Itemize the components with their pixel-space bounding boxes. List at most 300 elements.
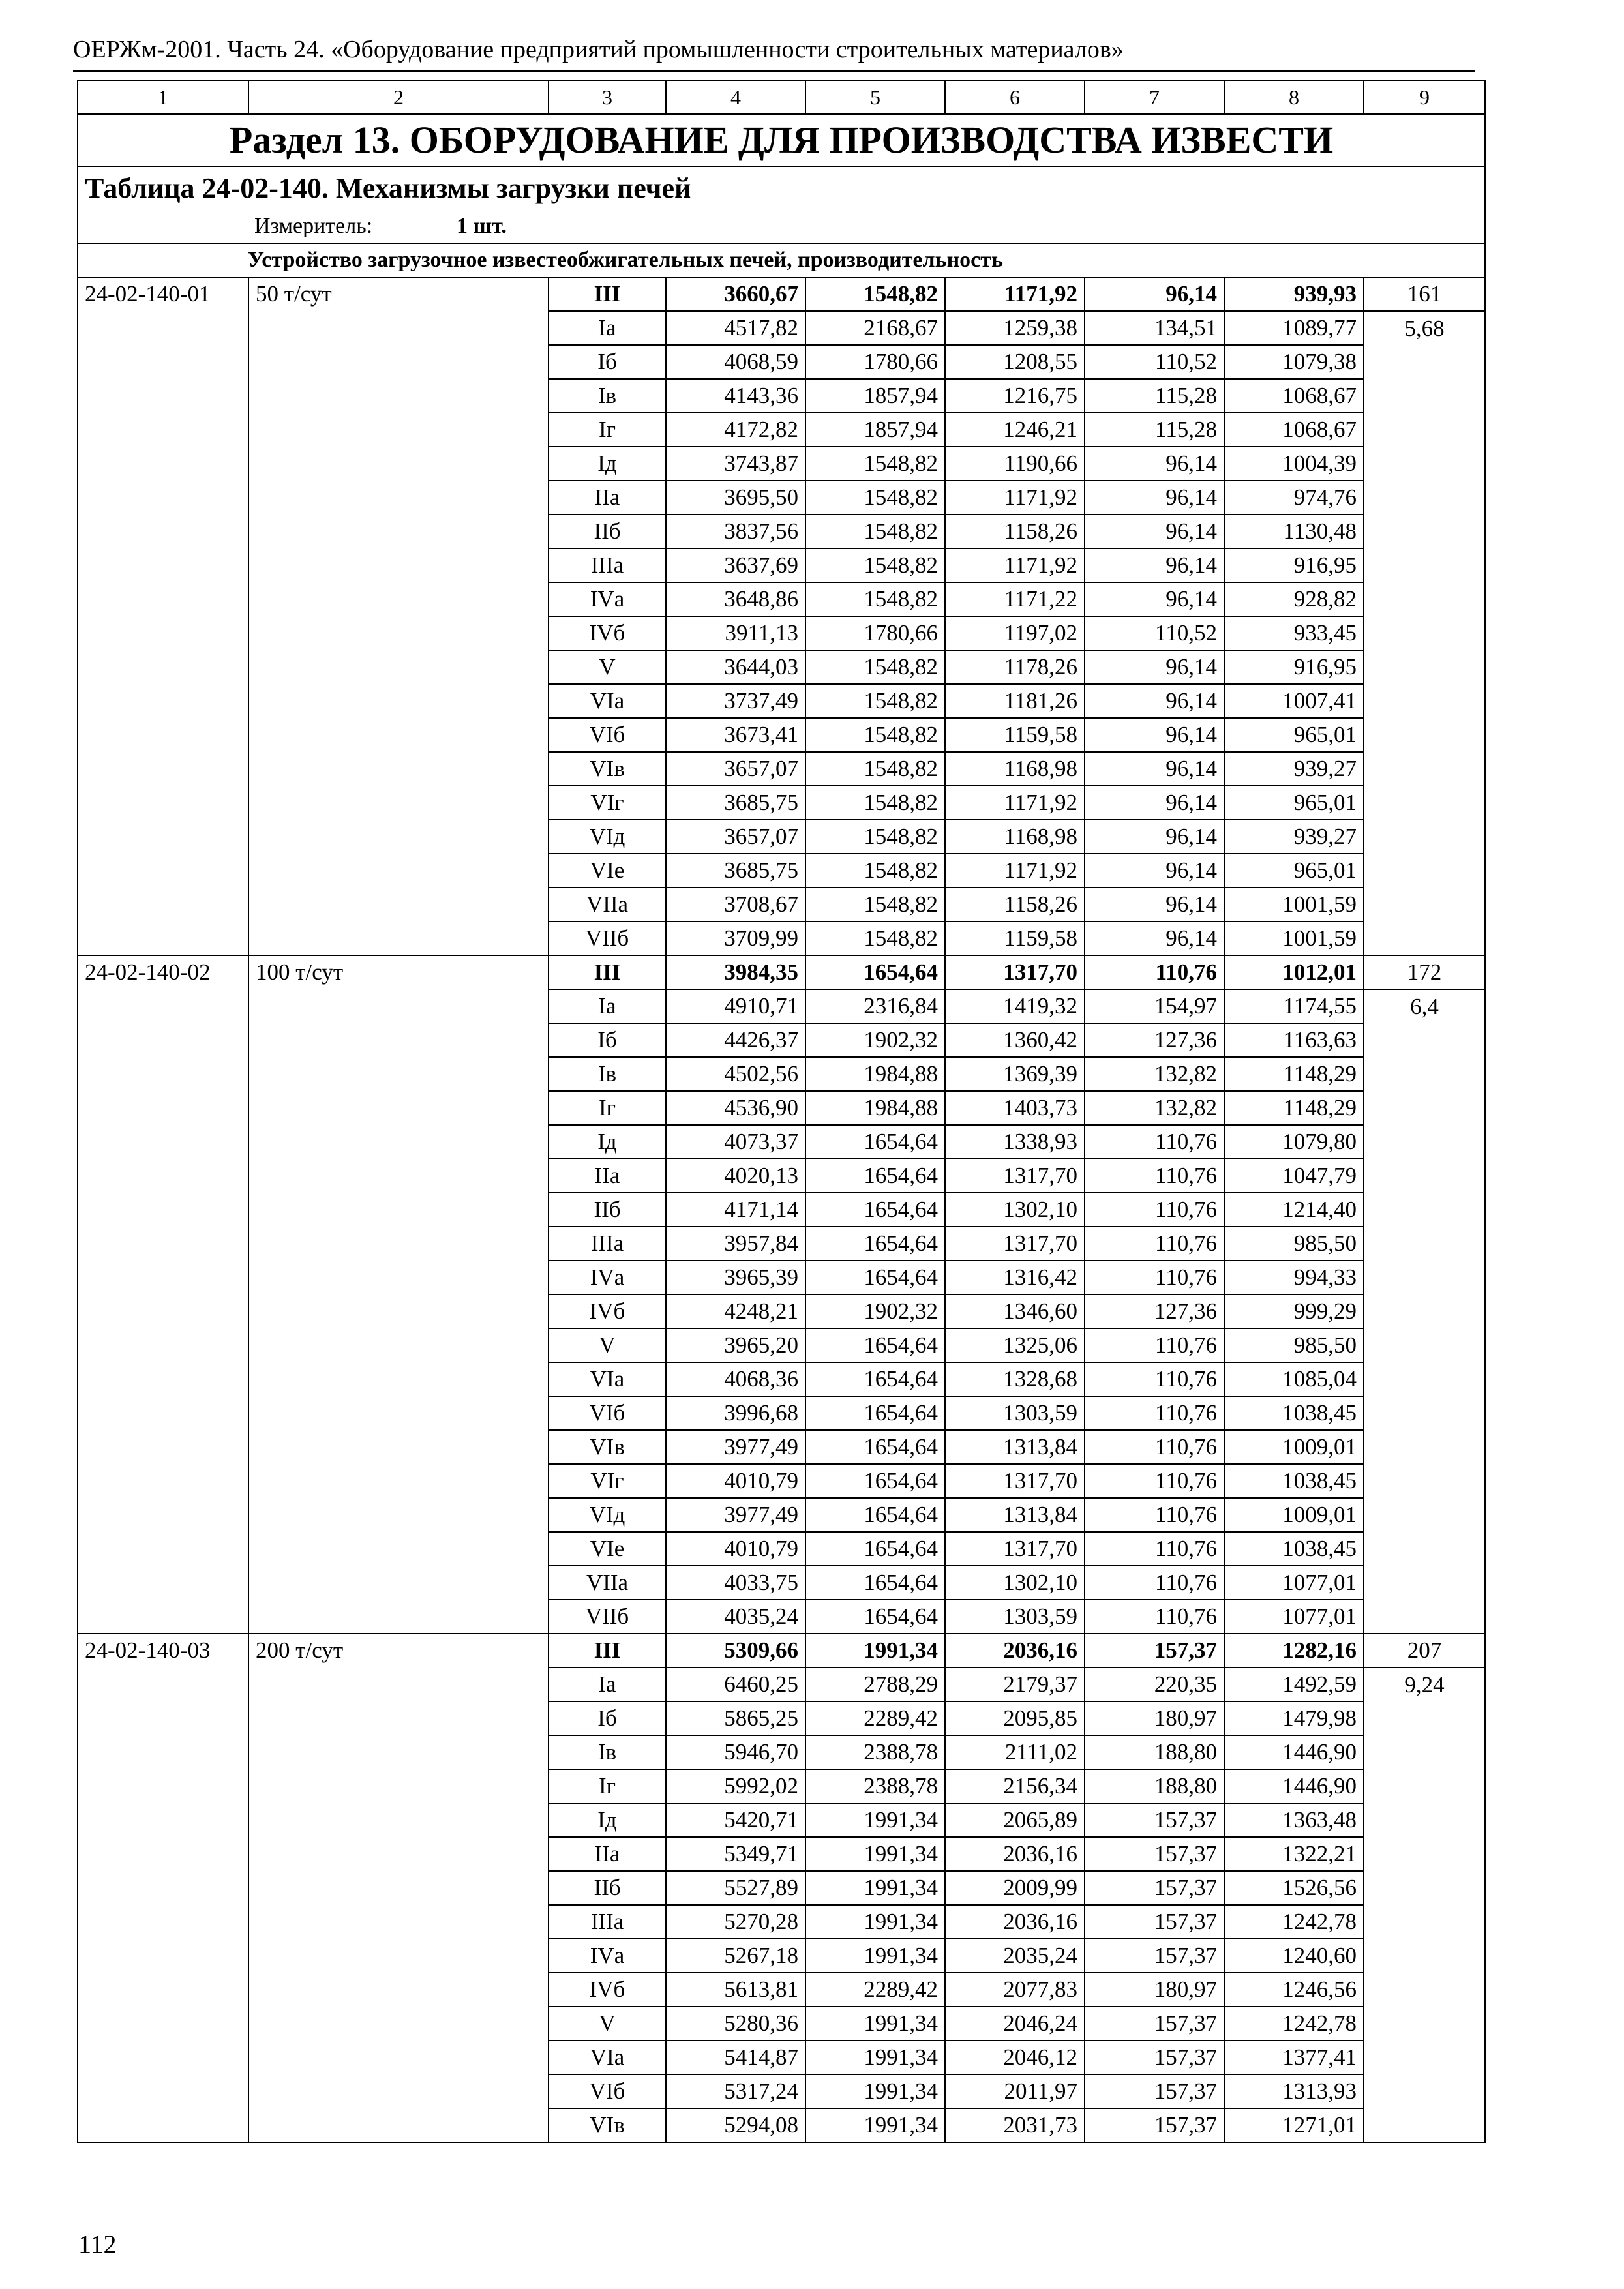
table-row bbox=[78, 1532, 1485, 1566]
machine-hours-cell: 9,24 bbox=[1364, 1668, 1485, 1701]
code-cell bbox=[78, 1600, 248, 1634]
total-cost-cell: 4073,37 bbox=[666, 1125, 805, 1159]
materials-cost-cell: 1079,38 bbox=[1224, 345, 1364, 379]
operator-wage-cell: 96,14 bbox=[1085, 752, 1224, 786]
total-cost-cell: 3660,67 bbox=[666, 277, 805, 311]
labor-cost-cell: 1984,88 bbox=[805, 1091, 945, 1125]
operator-wage-cell: 110,76 bbox=[1085, 1600, 1224, 1634]
total-cost-cell: 6460,25 bbox=[666, 1668, 805, 1701]
table-row bbox=[78, 1600, 1485, 1634]
machine-cost-cell: 1403,73 bbox=[945, 1091, 1085, 1125]
capacity-cell bbox=[248, 650, 549, 684]
table-row bbox=[78, 1668, 1485, 1701]
operator-wage-cell: 110,76 bbox=[1085, 1396, 1224, 1430]
code-cell bbox=[78, 548, 248, 582]
operator-wage-cell: 110,76 bbox=[1085, 1159, 1224, 1193]
code-cell bbox=[78, 447, 248, 481]
operator-wage-cell: 96,14 bbox=[1085, 650, 1224, 684]
operator-wage-cell: 154,97 bbox=[1085, 989, 1224, 1023]
table-row bbox=[78, 752, 1485, 786]
table-row bbox=[78, 1193, 1485, 1227]
capacity-cell bbox=[248, 1193, 549, 1227]
region-cell: IIIа bbox=[549, 1905, 666, 1939]
region-cell: VIд bbox=[549, 820, 666, 854]
code-cell bbox=[78, 616, 248, 650]
capacity-cell bbox=[248, 1396, 549, 1430]
region-cell: IVб bbox=[549, 1973, 666, 2007]
machine-hours-cell: 6,4 bbox=[1364, 989, 1485, 1023]
column-number: 8 bbox=[1224, 80, 1364, 114]
machine-cost-cell: 1316,42 bbox=[945, 1261, 1085, 1294]
operator-wage-cell: 132,82 bbox=[1085, 1057, 1224, 1091]
code-cell bbox=[78, 2074, 248, 2108]
materials-cost-cell: 1079,80 bbox=[1224, 1125, 1364, 1159]
machine-cost-cell: 1159,58 bbox=[945, 718, 1085, 752]
machine-hours-cell bbox=[1364, 447, 1485, 481]
machine-cost-cell: 1168,98 bbox=[945, 820, 1085, 854]
region-cell: VIв bbox=[549, 2108, 666, 2142]
rates-table bbox=[77, 80, 1486, 2143]
operator-wage-cell: 115,28 bbox=[1085, 379, 1224, 413]
operator-wage-cell: 180,97 bbox=[1085, 1701, 1224, 1735]
machine-hours-cell bbox=[1364, 2041, 1485, 2074]
table-row bbox=[78, 786, 1485, 820]
operator-wage-cell: 110,76 bbox=[1085, 1261, 1224, 1294]
table-body bbox=[78, 80, 1485, 2142]
operator-wage-cell: 110,76 bbox=[1085, 1464, 1224, 1498]
labor-cost-cell: 2289,42 bbox=[805, 1701, 945, 1735]
operator-wage-cell: 134,51 bbox=[1085, 311, 1224, 345]
machine-hours-cell: 5,68 bbox=[1364, 311, 1485, 345]
machine-hours-cell bbox=[1364, 413, 1485, 447]
materials-cost-cell: 1038,45 bbox=[1224, 1532, 1364, 1566]
description: Устройство загрузочное известеобжигательных печей, производительность bbox=[78, 243, 1485, 277]
operator-wage-cell: 157,37 bbox=[1085, 2108, 1224, 2142]
machine-hours-cell bbox=[1364, 1023, 1485, 1057]
machine-cost-cell: 2031,73 bbox=[945, 2108, 1085, 2142]
labor-cost-cell: 1654,64 bbox=[805, 1430, 945, 1464]
region-cell: III bbox=[549, 955, 666, 989]
table-row bbox=[78, 1905, 1485, 1939]
region-cell: Iв bbox=[549, 379, 666, 413]
total-cost-cell: 3695,50 bbox=[666, 481, 805, 515]
total-cost-cell: 4171,14 bbox=[666, 1193, 805, 1227]
total-cost-cell: 5317,24 bbox=[666, 2074, 805, 2108]
code-cell bbox=[78, 1396, 248, 1430]
machine-hours-cell bbox=[1364, 379, 1485, 413]
machine-cost-cell: 1369,39 bbox=[945, 1057, 1085, 1091]
table-row bbox=[78, 1973, 1485, 2007]
table-row bbox=[78, 1023, 1485, 1057]
table-row bbox=[78, 447, 1485, 481]
machine-cost-cell: 2111,02 bbox=[945, 1735, 1085, 1769]
machine-hours-cell bbox=[1364, 1566, 1485, 1600]
machine-cost-cell: 1360,42 bbox=[945, 1023, 1085, 1057]
code-cell bbox=[78, 1125, 248, 1159]
total-cost-cell: 5270,28 bbox=[666, 1905, 805, 1939]
materials-cost-cell: 1009,01 bbox=[1224, 1498, 1364, 1532]
labor-cost-cell: 1991,34 bbox=[805, 2074, 945, 2108]
capacity-cell bbox=[248, 1905, 549, 1939]
region-cell: V bbox=[549, 2007, 666, 2041]
labor-cost-cell: 1548,82 bbox=[805, 718, 945, 752]
column-number: 4 bbox=[666, 80, 805, 114]
capacity-cell: 100 т/сут bbox=[248, 955, 549, 989]
machine-hours-cell bbox=[1364, 1328, 1485, 1362]
region-cell: IVа bbox=[549, 582, 666, 616]
materials-cost-cell: 1174,55 bbox=[1224, 989, 1364, 1023]
capacity-cell bbox=[248, 1973, 549, 2007]
code-cell bbox=[78, 1430, 248, 1464]
machine-hours-cell bbox=[1364, 1159, 1485, 1193]
machine-hours-cell bbox=[1364, 1973, 1485, 2007]
region-cell: IIб bbox=[549, 1871, 666, 1905]
machine-hours-cell bbox=[1364, 481, 1485, 515]
capacity-cell bbox=[248, 515, 549, 548]
machine-hours-cell bbox=[1364, 1871, 1485, 1905]
region-cell: Iд bbox=[549, 1125, 666, 1159]
code-cell bbox=[78, 311, 248, 345]
labor-cost-cell: 1654,64 bbox=[805, 1566, 945, 1600]
code-cell bbox=[78, 1193, 248, 1227]
code-cell bbox=[78, 718, 248, 752]
capacity-cell bbox=[248, 447, 549, 481]
capacity-cell bbox=[248, 1701, 549, 1735]
table-row bbox=[78, 1871, 1485, 1905]
code-cell bbox=[78, 379, 248, 413]
materials-cost-cell: 1240,60 bbox=[1224, 1939, 1364, 1973]
code-cell bbox=[78, 1566, 248, 1600]
materials-cost-cell: 1077,01 bbox=[1224, 1566, 1364, 1600]
labor-cost-cell: 1548,82 bbox=[805, 481, 945, 515]
capacity-cell bbox=[248, 718, 549, 752]
operator-wage-cell: 157,37 bbox=[1085, 1871, 1224, 1905]
table-row bbox=[78, 481, 1485, 515]
operator-wage-cell: 127,36 bbox=[1085, 1023, 1224, 1057]
capacity-cell bbox=[248, 1125, 549, 1159]
meter-value: 1 шт. bbox=[457, 213, 507, 238]
code-cell: 24-02-140-03 bbox=[78, 1634, 248, 1668]
total-cost-cell: 5865,25 bbox=[666, 1701, 805, 1735]
materials-cost-cell: 1047,79 bbox=[1224, 1159, 1364, 1193]
operator-wage-cell: 96,14 bbox=[1085, 854, 1224, 888]
region-cell: V bbox=[549, 650, 666, 684]
column-number-row bbox=[78, 80, 1485, 114]
total-cost-cell: 4517,82 bbox=[666, 311, 805, 345]
total-cost-cell: 3984,35 bbox=[666, 955, 805, 989]
code-cell: 24-02-140-01 bbox=[78, 277, 248, 311]
machine-cost-cell: 1246,21 bbox=[945, 413, 1085, 447]
machine-cost-cell: 2156,34 bbox=[945, 1769, 1085, 1803]
table-row bbox=[78, 2041, 1485, 2074]
machine-hours-cell bbox=[1364, 684, 1485, 718]
labor-cost-cell: 1902,32 bbox=[805, 1023, 945, 1057]
machine-cost-cell: 1171,92 bbox=[945, 481, 1085, 515]
column-number: 5 bbox=[805, 80, 945, 114]
table-row bbox=[78, 888, 1485, 921]
column-number: 7 bbox=[1085, 80, 1224, 114]
code-cell bbox=[78, 481, 248, 515]
total-cost-cell: 4068,36 bbox=[666, 1362, 805, 1396]
code-cell bbox=[78, 1532, 248, 1566]
code-cell bbox=[78, 1973, 248, 2007]
operator-wage-cell: 132,82 bbox=[1085, 1091, 1224, 1125]
total-cost-cell: 4172,82 bbox=[666, 413, 805, 447]
machine-cost-cell: 1338,93 bbox=[945, 1125, 1085, 1159]
machine-hours-cell bbox=[1364, 1600, 1485, 1634]
machine-hours-cell bbox=[1364, 1905, 1485, 1939]
operator-wage-cell: 110,76 bbox=[1085, 1532, 1224, 1566]
table-row bbox=[78, 1396, 1485, 1430]
materials-cost-cell: 1479,98 bbox=[1224, 1701, 1364, 1735]
code-cell bbox=[78, 582, 248, 616]
operator-wage-cell: 110,76 bbox=[1085, 1498, 1224, 1532]
machine-cost-cell: 1313,84 bbox=[945, 1498, 1085, 1532]
labor-hours-cell: 207 bbox=[1364, 1634, 1485, 1668]
labor-cost-cell: 1654,64 bbox=[805, 1362, 945, 1396]
operator-wage-cell: 127,36 bbox=[1085, 1294, 1224, 1328]
column-number: 9 bbox=[1364, 80, 1485, 114]
code-cell bbox=[78, 650, 248, 684]
materials-cost-cell: 974,76 bbox=[1224, 481, 1364, 515]
header-rule bbox=[73, 70, 1475, 72]
labor-cost-cell: 1902,32 bbox=[805, 1294, 945, 1328]
labor-cost-cell: 1780,66 bbox=[805, 345, 945, 379]
operator-wage-cell: 157,37 bbox=[1085, 2074, 1224, 2108]
operator-wage-cell: 157,37 bbox=[1085, 1939, 1224, 1973]
labor-cost-cell: 1780,66 bbox=[805, 616, 945, 650]
capacity-cell bbox=[248, 1227, 549, 1261]
capacity-cell bbox=[248, 481, 549, 515]
code-cell bbox=[78, 1837, 248, 1871]
labor-cost-cell: 2388,78 bbox=[805, 1735, 945, 1769]
machine-cost-cell: 1168,98 bbox=[945, 752, 1085, 786]
materials-cost-cell: 1007,41 bbox=[1224, 684, 1364, 718]
labor-cost-cell: 1548,82 bbox=[805, 650, 945, 684]
machine-cost-cell: 1216,75 bbox=[945, 379, 1085, 413]
region-cell: VIв bbox=[549, 752, 666, 786]
capacity-cell bbox=[248, 1769, 549, 1803]
total-cost-cell: 4033,75 bbox=[666, 1566, 805, 1600]
code-cell bbox=[78, 1905, 248, 1939]
labor-cost-cell: 1548,82 bbox=[805, 684, 945, 718]
table-row bbox=[78, 311, 1485, 345]
labor-cost-cell: 1654,64 bbox=[805, 1328, 945, 1362]
capacity-cell bbox=[248, 1464, 549, 1498]
region-cell: Iб bbox=[549, 1701, 666, 1735]
table-row bbox=[78, 1498, 1485, 1532]
machine-cost-cell: 1302,10 bbox=[945, 1566, 1085, 1600]
labor-hours-cell: 161 bbox=[1364, 277, 1485, 311]
machine-cost-cell: 1159,58 bbox=[945, 921, 1085, 955]
code-cell bbox=[78, 786, 248, 820]
operator-wage-cell: 188,80 bbox=[1085, 1769, 1224, 1803]
capacity-cell: 200 т/сут bbox=[248, 1634, 549, 1668]
capacity-cell bbox=[248, 752, 549, 786]
code-cell bbox=[78, 345, 248, 379]
operator-wage-cell: 110,76 bbox=[1085, 1193, 1224, 1227]
labor-cost-cell: 1991,34 bbox=[805, 1837, 945, 1871]
capacity-cell bbox=[248, 1939, 549, 1973]
region-cell: IVб bbox=[549, 1294, 666, 1328]
table-row bbox=[78, 684, 1485, 718]
machine-cost-cell: 2035,24 bbox=[945, 1939, 1085, 1973]
operator-wage-cell: 220,35 bbox=[1085, 1668, 1224, 1701]
materials-cost-cell: 939,93 bbox=[1224, 277, 1364, 311]
machine-hours-cell bbox=[1364, 1769, 1485, 1803]
code-cell bbox=[78, 1294, 248, 1328]
region-cell: VIв bbox=[549, 1430, 666, 1464]
machine-hours-cell bbox=[1364, 582, 1485, 616]
materials-cost-cell: 1148,29 bbox=[1224, 1091, 1364, 1125]
table-row bbox=[78, 1328, 1485, 1362]
region-cell: Iа bbox=[549, 989, 666, 1023]
materials-cost-cell: 1001,59 bbox=[1224, 888, 1364, 921]
machine-hours-cell bbox=[1364, 1532, 1485, 1566]
materials-cost-cell: 1242,78 bbox=[1224, 2007, 1364, 2041]
total-cost-cell: 3996,68 bbox=[666, 1396, 805, 1430]
region-cell: VIа bbox=[549, 1362, 666, 1396]
total-cost-cell: 4502,56 bbox=[666, 1057, 805, 1091]
capacity-cell bbox=[248, 2041, 549, 2074]
total-cost-cell: 4020,13 bbox=[666, 1159, 805, 1193]
capacity-cell bbox=[248, 311, 549, 345]
machine-hours-cell bbox=[1364, 1396, 1485, 1430]
labor-cost-cell: 2788,29 bbox=[805, 1668, 945, 1701]
total-cost-cell: 3685,75 bbox=[666, 854, 805, 888]
region-cell: IIб bbox=[549, 515, 666, 548]
labor-cost-cell: 1548,82 bbox=[805, 921, 945, 955]
total-cost-cell: 5527,89 bbox=[666, 1871, 805, 1905]
machine-cost-cell: 1328,68 bbox=[945, 1362, 1085, 1396]
machine-hours-cell bbox=[1364, 1362, 1485, 1396]
code-cell bbox=[78, 854, 248, 888]
machine-hours-cell bbox=[1364, 1193, 1485, 1227]
code-cell bbox=[78, 1091, 248, 1125]
machine-hours-cell bbox=[1364, 1091, 1485, 1125]
table-row bbox=[78, 1464, 1485, 1498]
machine-cost-cell: 1171,22 bbox=[945, 582, 1085, 616]
operator-wage-cell: 110,76 bbox=[1085, 1430, 1224, 1464]
region-cell: VIг bbox=[549, 786, 666, 820]
machine-cost-cell: 1197,02 bbox=[945, 616, 1085, 650]
operator-wage-cell: 96,14 bbox=[1085, 718, 1224, 752]
capacity-cell bbox=[248, 1532, 549, 1566]
operator-wage-cell: 188,80 bbox=[1085, 1735, 1224, 1769]
region-cell: Iг bbox=[549, 1091, 666, 1125]
machine-hours-cell bbox=[1364, 2074, 1485, 2108]
code-cell bbox=[78, 1057, 248, 1091]
total-cost-cell: 5267,18 bbox=[666, 1939, 805, 1973]
materials-cost-cell: 1089,77 bbox=[1224, 311, 1364, 345]
labor-cost-cell: 1991,34 bbox=[805, 1634, 945, 1668]
region-cell: Iг bbox=[549, 413, 666, 447]
capacity-cell bbox=[248, 1871, 549, 1905]
code-cell bbox=[78, 413, 248, 447]
machine-cost-cell: 1259,38 bbox=[945, 311, 1085, 345]
operator-wage-cell: 96,14 bbox=[1085, 277, 1224, 311]
region-cell: IIа bbox=[549, 1837, 666, 1871]
materials-cost-cell: 1068,67 bbox=[1224, 413, 1364, 447]
total-cost-cell: 3977,49 bbox=[666, 1498, 805, 1532]
table-row bbox=[78, 582, 1485, 616]
materials-cost-cell: 1377,41 bbox=[1224, 2041, 1364, 2074]
total-cost-cell: 3637,69 bbox=[666, 548, 805, 582]
table-row bbox=[78, 1057, 1485, 1091]
materials-cost-cell: 1492,59 bbox=[1224, 1668, 1364, 1701]
operator-wage-cell: 180,97 bbox=[1085, 1973, 1224, 2007]
labor-cost-cell: 1991,34 bbox=[805, 1905, 945, 1939]
labor-cost-cell: 1548,82 bbox=[805, 277, 945, 311]
table-title: Таблица 24-02-140. Механизмы загрузки печей bbox=[78, 166, 1485, 209]
machine-cost-cell: 1208,55 bbox=[945, 345, 1085, 379]
capacity-cell bbox=[248, 2074, 549, 2108]
capacity-cell bbox=[248, 1362, 549, 1396]
operator-wage-cell: 110,76 bbox=[1085, 1227, 1224, 1261]
column-number: 6 bbox=[945, 80, 1085, 114]
labor-cost-cell: 1548,82 bbox=[805, 786, 945, 820]
code-cell: 24-02-140-02 bbox=[78, 955, 248, 989]
labor-cost-cell: 1548,82 bbox=[805, 888, 945, 921]
operator-wage-cell: 96,14 bbox=[1085, 481, 1224, 515]
materials-cost-cell: 965,01 bbox=[1224, 786, 1364, 820]
machine-cost-cell: 1303,59 bbox=[945, 1600, 1085, 1634]
total-cost-cell: 5349,71 bbox=[666, 1837, 805, 1871]
materials-cost-cell: 939,27 bbox=[1224, 820, 1364, 854]
table-row bbox=[78, 548, 1485, 582]
labor-cost-cell: 1654,64 bbox=[805, 1600, 945, 1634]
capacity-cell bbox=[248, 2007, 549, 2041]
code-cell bbox=[78, 921, 248, 955]
region-cell: III bbox=[549, 277, 666, 311]
table-row bbox=[78, 2074, 1485, 2108]
materials-cost-cell: 1363,48 bbox=[1224, 1803, 1364, 1837]
labor-cost-cell: 1548,82 bbox=[805, 447, 945, 481]
region-cell: Iв bbox=[549, 1735, 666, 1769]
total-cost-cell: 3837,56 bbox=[666, 515, 805, 548]
table-row bbox=[78, 277, 1485, 311]
materials-cost-cell: 994,33 bbox=[1224, 1261, 1364, 1294]
document-header: ОЕРЖм-2001. Часть 24. «Оборудование предприятий промышленности строительных материалов» bbox=[73, 36, 1124, 63]
operator-wage-cell: 157,37 bbox=[1085, 2007, 1224, 2041]
code-cell bbox=[78, 752, 248, 786]
code-cell bbox=[78, 1362, 248, 1396]
total-cost-cell: 5414,87 bbox=[666, 2041, 805, 2074]
code-cell bbox=[78, 1735, 248, 1769]
capacity-cell bbox=[248, 1159, 549, 1193]
code-cell bbox=[78, 1261, 248, 1294]
total-cost-cell: 3957,84 bbox=[666, 1227, 805, 1261]
code-cell bbox=[78, 820, 248, 854]
machine-cost-cell: 2179,37 bbox=[945, 1668, 1085, 1701]
materials-cost-cell: 1004,39 bbox=[1224, 447, 1364, 481]
machine-hours-cell bbox=[1364, 1261, 1485, 1294]
total-cost-cell: 3644,03 bbox=[666, 650, 805, 684]
labor-cost-cell: 1991,34 bbox=[805, 2041, 945, 2074]
operator-wage-cell: 96,14 bbox=[1085, 515, 1224, 548]
operator-wage-cell: 110,76 bbox=[1085, 1362, 1224, 1396]
machine-hours-cell bbox=[1364, 921, 1485, 955]
machine-cost-cell: 1419,32 bbox=[945, 989, 1085, 1023]
capacity-cell bbox=[248, 1430, 549, 1464]
region-cell: VIе bbox=[549, 1532, 666, 1566]
materials-cost-cell: 916,95 bbox=[1224, 650, 1364, 684]
materials-cost-cell: 1012,01 bbox=[1224, 955, 1364, 989]
labor-hours-cell: 172 bbox=[1364, 955, 1485, 989]
operator-wage-cell: 96,14 bbox=[1085, 447, 1224, 481]
meter-label: Измеритель: bbox=[254, 213, 373, 238]
operator-wage-cell: 110,76 bbox=[1085, 1125, 1224, 1159]
